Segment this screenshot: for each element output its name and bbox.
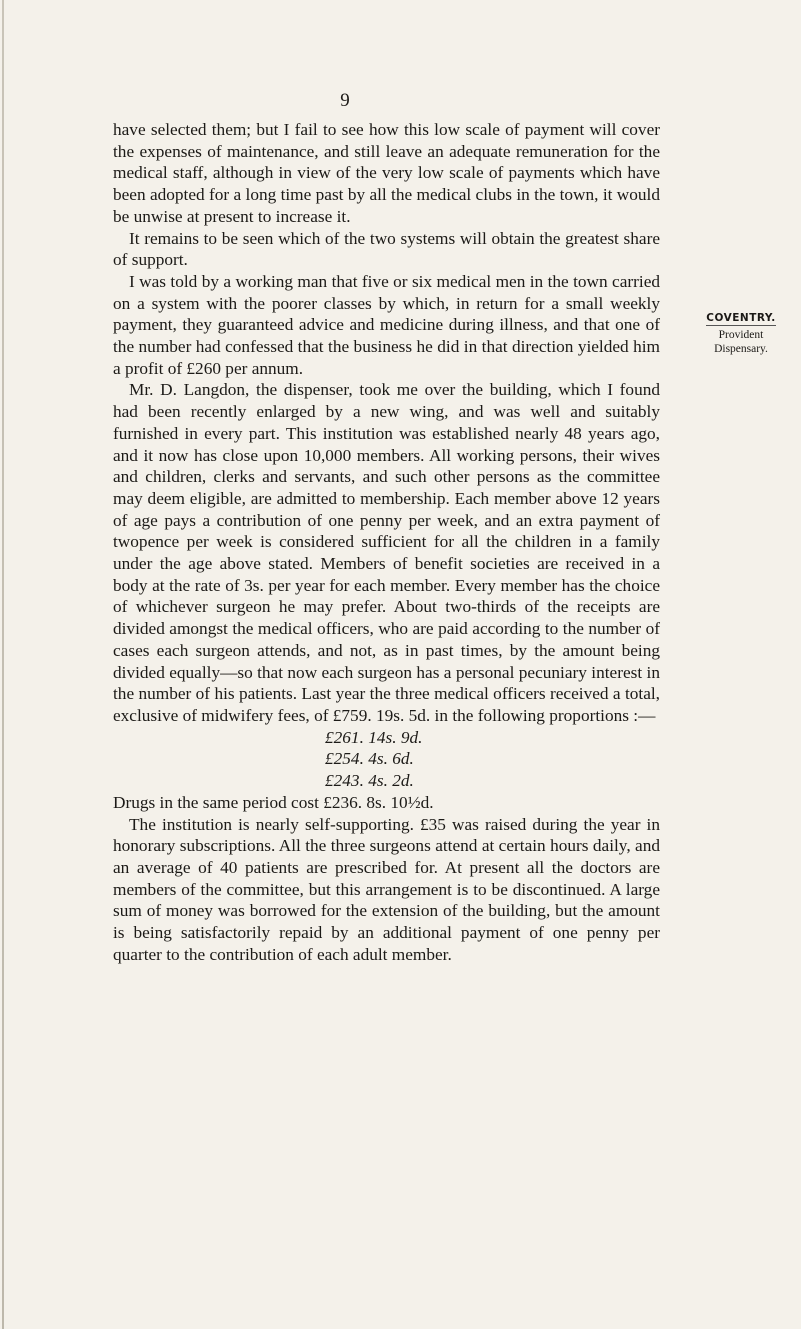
paragraph-1: have selected them; but I fail to see how this low scale of payment will cover the expenses of maintenance, and still leave an adequate remuneration for the medical staff, although in view of the very low scale of payments which have been adopted for a long time past by all the medical clubs in the town, it would be unwise at present to increase it. — [113, 120, 660, 226]
page-edge-shadow — [2, 0, 4, 1329]
paragraph-4: Mr. D. Langdon, the dispenser, took me over the building, which I found had been recently enlarged by a new wing, and was well and suitably furnished in every part. This institution was established nearly 48 years ago, and it now has close upon 10,000 members. All working persons, their wives and children, clerks and servants, and such other persons as the committee may deem eligible, are admitted to membership. Each member above 12 years of age pays a contribution of one penny per week, and an extra payment of twopence per week is considered sufficient for all the children in a family under the age above stated. Members of benefit societies are received in a body at the rate of 3s. per year for each member. Every member has the choice of whichever surgeon he may prefer. About two-thirds of the receipts are divided amongst the medical officers, who are paid according to the number of cases each surgeon attends, and not, as in past times, by the amount being divided equally—so that now each surgeon has a personal pecuniary interest in the number of his patients. Last year the three medical officers received a total, exclusive of midwifery fees, of £759. 19s. 5d. in the following proportions :— — [113, 380, 660, 725]
amount-3: £243. 4s. 2d. — [325, 771, 414, 791]
paragraph-5: Drugs in the same period cost £236. 8s. 10½d. — [113, 792, 434, 812]
paragraph-6: The institution is nearly self-supporting. £35 was raised during the year in honorary subscriptions. All the three surgeons attend at certain hours daily, and an average of 40 patients are prescribed for. At present all the doctors are members of the committee, but this arrangement is to be discontinued. A large sum of money was borrowed for the extension of the building, but the amount is being satisfactorily repaid by an additional payment of one penny per quarter to the contribution of each adult member. — [113, 814, 660, 964]
amount-1: £261. 14s. 9d. — [325, 727, 423, 747]
amounts-list — [113, 727, 660, 792]
page-number: 9 — [340, 90, 350, 111]
margin-note-line-1: Provident — [718, 329, 764, 341]
margin-note — [691, 308, 791, 356]
margin-note-place: COVENTRY. — [706, 312, 776, 324]
body-text — [113, 119, 660, 965]
paragraph-2: It remains to be seen which of the two systems will obtain the greatest share of support. — [113, 228, 660, 270]
margin-note-line-2: Dispensary. — [714, 343, 768, 355]
amount-2: £254. 4s. 6d. — [325, 749, 414, 769]
paragraph-3: I was told by a working man that five or six medical men in the town carried on a system with the poorer classes by which, in return for a small weekly payment, they guaranteed advice and medicine during illness, and that one of the number had confessed that the business he did in that direction yielded him a profit of £260 per annum. — [113, 271, 660, 378]
